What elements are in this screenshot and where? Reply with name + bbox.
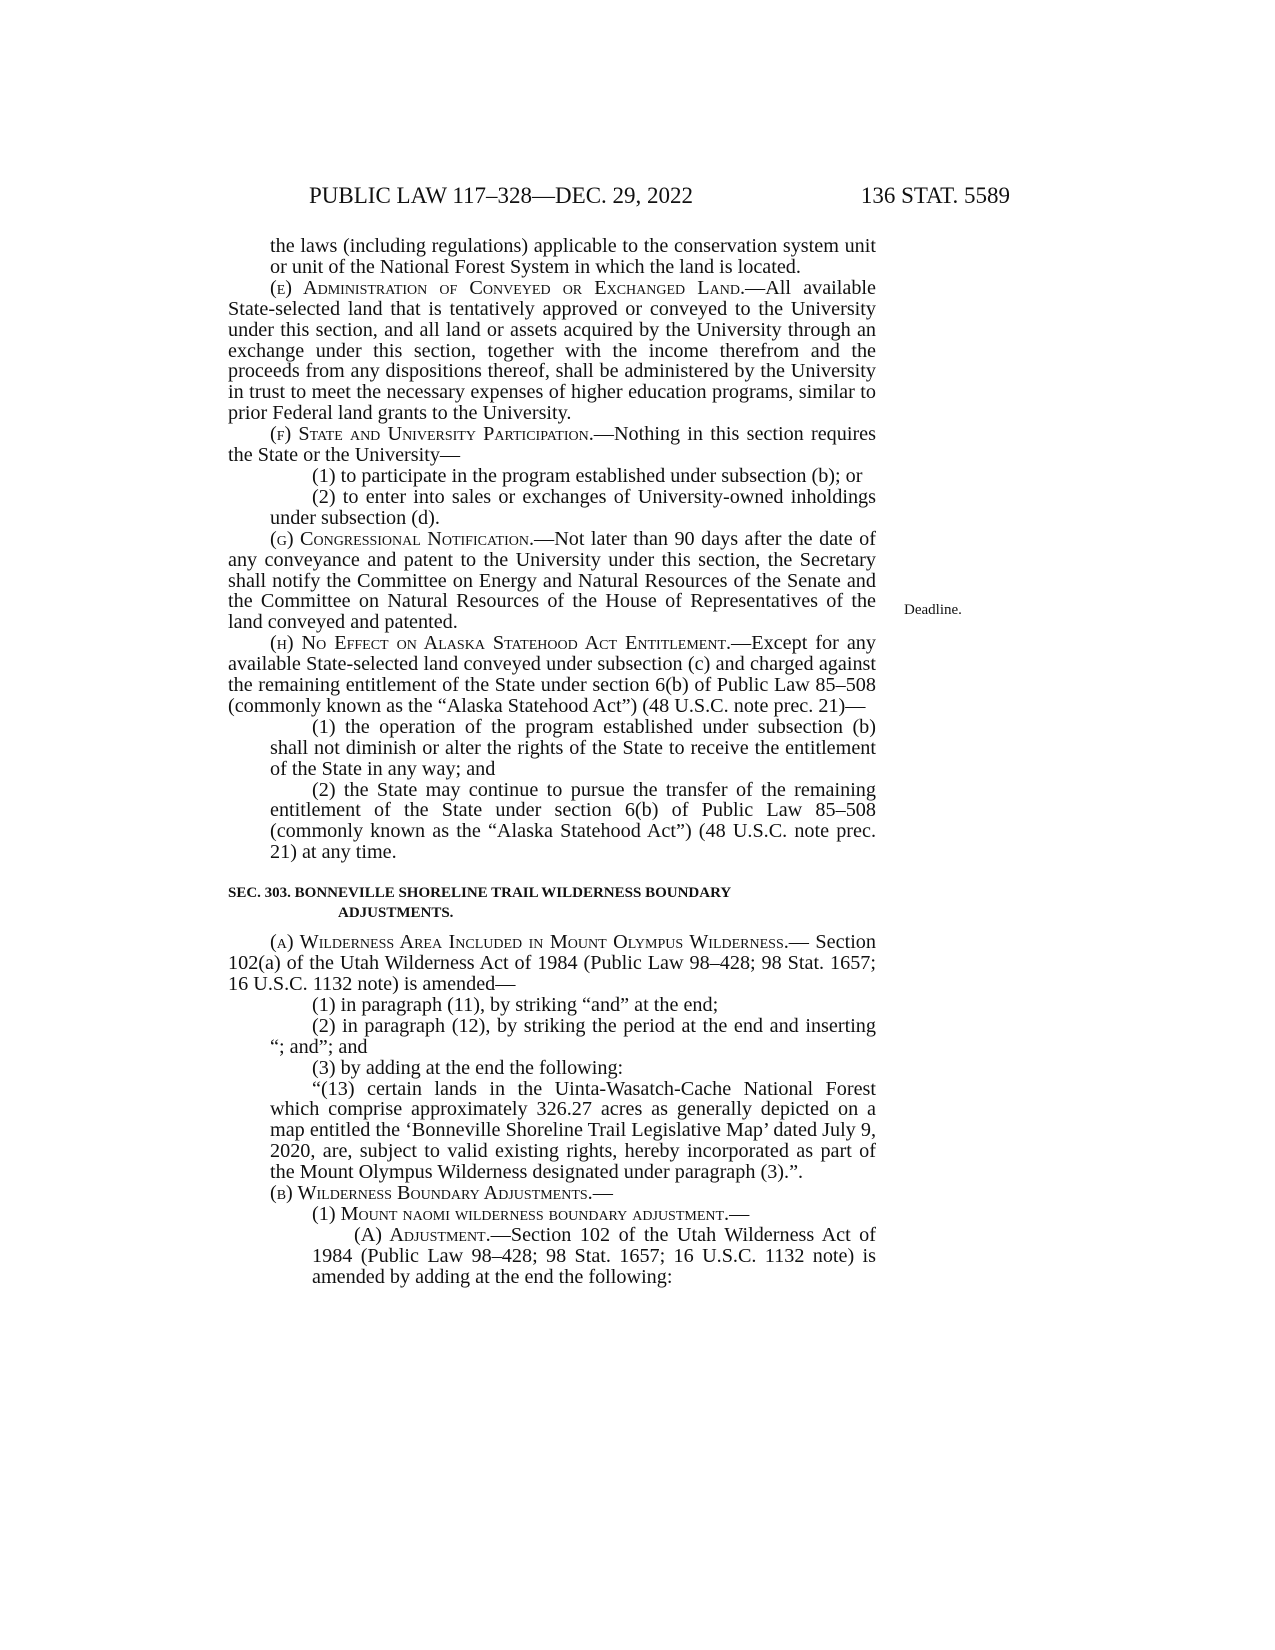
subsection-a-heading: (a) Wilderness Area Included in Mount Olympus Wilderness.— — [270, 931, 809, 954]
subsection-e-text: All available State-selected land that is tentatively approved or conveyed to the University under this section, and all land or assets acquired by the University through an exchange under this section, together with the income therefrom and the proceeds from any dispositions thereof, shall be administered by the University in trust to meet the necessary expenses of higher education programs, similar to prior Federal land grants to the University. — [228, 276, 876, 425]
document-body — [228, 236, 876, 1288]
subsection-f-heading: (f) State and University Participation.— — [270, 423, 614, 446]
paragraph-a-2: (2) in paragraph (12), by striking the period at the end and inserting “; and”; and — [270, 1014, 876, 1058]
subsection-b-heading — [228, 1183, 876, 1204]
subparagraph-b-1-a-text: Section 102 of the Utah Wilderness Act of 1984 (Public Law 98–428; 98 Stat. 1657; 16 U.S.C. 1132 note) is amended by adding at the end the following: — [312, 1223, 876, 1288]
paragraph-b-1-heading-text: (1) Mount naomi wilderness boundary adjustment.— — [312, 1202, 750, 1225]
paragraph-b-1-heading — [228, 1204, 876, 1225]
section-heading-line-1: SEC. 303. BONNEVILLE SHORELINE TRAIL WILDERNESS BOUNDARY — [228, 885, 732, 902]
running-head — [0, 183, 1275, 213]
paragraph-f-1: (1) to participate in the program established under subsection (b); or — [312, 464, 863, 487]
section-heading-line-2: ADJUSTMENTS. — [338, 905, 454, 922]
subsection-f-text: Nothing in this section requires the State or the University— — [228, 423, 876, 467]
section-heading — [228, 883, 876, 923]
paragraph-a-1: (1) in paragraph (11), by striking “and” at the end; — [312, 993, 719, 1016]
running-head-stat-page: 136 STAT. 5589 — [860, 183, 1010, 208]
subsection-a-text: Section 102(a) of the Utah Wilderness Act of 1984 (Public Law 98–428; 98 Stat. 1657; 16 U.S.C. 1132 note) is amended— — [228, 931, 876, 995]
subsection-f — [228, 424, 876, 466]
paragraph-h-1: (1) the operation of the program established under subsection (b) shall not diminish or alter the rights of the State to receive the entitlement of the State in any way; and — [270, 715, 876, 780]
subsection-b-heading-text: (b) Wilderness Boundary Adjustments.— — [270, 1182, 613, 1205]
subparagraph-b-1-a — [228, 1225, 876, 1288]
subsection-h-text: Except for any available State-selected land conveyed under subsection (c) and charged against the remaining entitlement of the State under section 6(b) of Public Law 85–508 (commonly known as the “Alaska Statehood Act”) (48 U.S.C. note prec. 21)— — [228, 632, 876, 717]
running-head-title: PUBLIC LAW 117–328—DEC. 29, 2022 — [309, 183, 694, 208]
subsection-e-heading: (e) Administration of Conveyed or Exchanged Land.— — [270, 276, 766, 299]
subsection-a — [228, 932, 876, 995]
subparagraph-b-1-a-heading: (A) Adjustment.— — [354, 1223, 511, 1246]
margin-note-deadline: Deadline. — [904, 602, 962, 618]
subsection-h-heading: (h) No Effect on Alaska Statehood Act Entitlement.— — [270, 632, 752, 655]
subsection-h — [228, 633, 876, 717]
paragraph-a-3: (3) by adding at the end the following: — [312, 1056, 624, 1079]
quoted-paragraph-13: “(13) certain lands in the Uinta-Wasatch-Cache National Forest which comprise approximately 326.27 acres as generally depicted on a map entitled the ‘Bonneville Shoreline Trail Legislative Map’ dated July 9, 2020, are, subject to valid existing rights, hereby incorporated as part of the Mount Olympus Wilderness designated under paragraph (3).”. — [270, 1077, 876, 1184]
paragraph-continued: the laws (including regulations) applicable to the conservation system unit or unit of the National Forest System in which the land is located. — [270, 235, 876, 278]
subsection-g-heading: (g) Congressional Notification.— — [270, 527, 555, 550]
subsection-g — [228, 529, 876, 634]
paragraph-f-2: (2) to enter into sales or exchanges of University-owned inholdings under subsection (d). — [270, 485, 876, 529]
subsection-e — [228, 278, 876, 424]
paragraph-h-2: (2) the State may continue to pursue the transfer of the remaining entitlement of the State under section 6(b) of Public Law 85–508 (commonly known as the “Alaska Statehood Act”) (48 U.S.C. note prec. 21) at any time. — [270, 778, 876, 864]
subsection-g-text: Not later than 90 days after the date of any conveyance and patent to the University under this section, the Secretary shall notify the Committee on Energy and Natural Resources of the Senate and the Committee on Natural Resources of the House of Representatives of the land conveyed and patented. — [228, 527, 876, 634]
